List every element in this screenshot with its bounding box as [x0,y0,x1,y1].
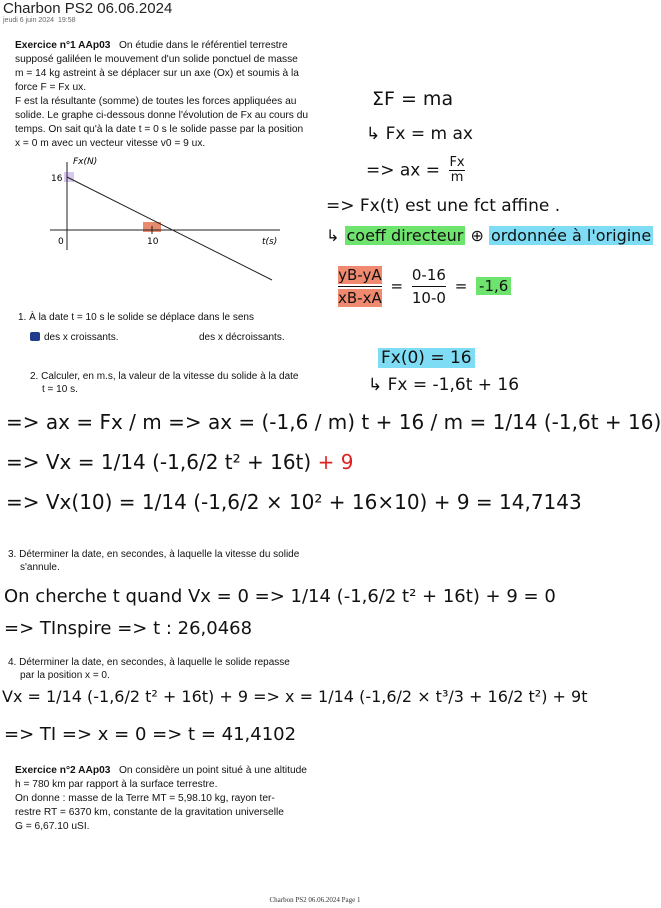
note-date: jeudi 6 juin 2024 [3,17,54,24]
exercise-1-heading: Exercice n°1 AAp03 [15,40,111,51]
hw-ordonnee: ordonnée à l'origine [490,226,652,245]
ex2-line: restre RT = 6370 km, constante de la gravitation universelle [15,807,284,818]
q4-line: 4. Déterminer la date, en secondes, à laquelle le solide repasse [8,657,290,668]
handwritten-vx10-line: => Vx(10) = 1/14 (-1,6/2 × 10² + 16×10) + 9 = 14,7143 [6,490,582,514]
force-graph [40,150,290,260]
ex1-line: temps. On sait qu'à la date t = 0 s le solide passe par la position [15,124,304,135]
ex1-line: solide. Le graphe ci-dessous donne l'évolution de Fx au cours du [15,110,309,121]
x-axis-label: t(s) [262,237,278,247]
ex2-line: G = 6,67.10 uSI. [15,821,90,832]
ex1-line: force F = Fx ux. [15,82,87,93]
handwritten-coeff [326,226,653,245]
hw-coeff-directeur: coeff directeur [346,226,464,245]
q1-option-label: des x croissants. [44,332,119,343]
handwritten-q3-line1: On cherche t quand Vx = 0 => 1/14 (-1,6/2 t² + 16t) + 9 = 0 [4,586,556,607]
page-title: Charbon PS2 06.06.2024 [3,0,173,17]
handwritten-q4-line2: => TI => x = 0 => t = 41,4102 [4,724,297,745]
handwritten-f0: Fx(0) = 16 [378,348,475,368]
ex1-line: On étudie dans le référentiel terrestre [118,40,288,51]
q3-line: s'annule. [20,562,60,573]
handwritten-vx-line [6,450,353,474]
hw-slope-den2: 10-0 [411,289,446,307]
ex1-line: supposé galiléen le mouvement d'un solide ponctuel de masse [15,54,298,65]
q2-line: t = 10 s. [42,384,78,395]
exercise-2-heading: Exercice n°2 AAp03 [15,765,111,776]
handwritten-q3-line2: => TInspire => t : 26,0468 [4,618,253,639]
hw-slope-den: xB-xA [338,289,382,307]
hw-slope-result: -1,6 [476,277,511,295]
exercise-1-statement [15,39,325,151]
handwritten-slope [338,264,511,309]
exercise-2-statement [15,764,345,834]
hw-ax-den: m [450,170,464,185]
y-intercept-highlight [64,172,74,182]
ex2-line: On donne : masse de la Terre MT = 5,98.10 kg, rayon ter- [15,793,275,804]
handwritten-ax [366,156,465,185]
hw-ax-num: Fx [449,155,465,170]
x-tick-label: 10 [147,237,159,247]
ex1-line: x = 0 m avec un vecteur vitesse v0 = 9 ux. [15,138,206,149]
page-footer: Charbon PS2 06.06.2024 Page 1 [269,896,361,904]
handwritten-fx-t: ↳ Fx = -1,6t + 16 [368,375,520,395]
q2-line: 2. Calculer, en m.s, la valeur de la vitesse du solide à la date [30,371,299,382]
origin-label: 0 [58,237,64,247]
q3-line: 3. Déterminer la date, en secondes, à laquelle la vitesse du solide [8,549,300,560]
y-axis-label: Fx(N) [73,157,98,167]
ex2-line: h = 780 km par rapport à la surface terrestre. [15,779,218,790]
ex2-line: On considère un point situé à une altitude [118,765,307,776]
q1-option-increasing[interactable] [30,331,118,344]
handwritten-affine: => Fx(t) est une fct affine . [326,196,561,216]
ex1-line: m = 14 kg astreint à se déplacer sur un axe (Ox) et soumis à la [15,68,299,79]
question-3 [8,548,338,574]
handwritten-fx-ma: ↳ Fx = m ax [366,124,473,144]
handwritten-q4-line1: Vx = 1/14 (-1,6/2 t² + 16t) + 9 => x = 1/14 (-1,6/2 × t³/3 + 16/2 t²) + 9t [2,687,588,706]
hw-eq: = [454,277,468,295]
hw-plus: ⊕ [470,226,484,245]
q4-line: par la position x = 0. [20,670,110,681]
handwritten-sum-forces: ΣF = ma [372,88,454,110]
question-4 [8,656,338,682]
hw-ax-lhs: => ax = [366,160,441,181]
handwritten-ax-line: => ax = Fx / m => ax = (-1,6 / m) t + 16 / m = 1/14 (-1,6t + 16) [6,410,661,434]
ex1-line: F est la résultante (somme) de toutes les forces appliquées au [15,96,297,107]
hw-vx-expr: => Vx = 1/14 (-1,6/2 t² + 16t) [6,450,312,474]
hw-eq: = [390,277,404,295]
hw-slope-num2: 0-16 [412,264,446,287]
hw-vx-plus9: + 9 [317,450,354,474]
y-tick-label: 16 [51,174,63,184]
question-2 [30,370,340,396]
force-line [67,177,272,280]
question-1: 1. À la date t = 10 s le solide se déplace dans le sens [18,312,254,323]
checked-radio-icon[interactable] [30,332,40,341]
hw-slope-num: yB-yA [338,266,382,284]
q1-option-decreasing[interactable]: des x décroissants. [199,332,285,343]
note-time: 19:58 [58,17,76,24]
hw-arrow: ↳ [326,226,340,245]
